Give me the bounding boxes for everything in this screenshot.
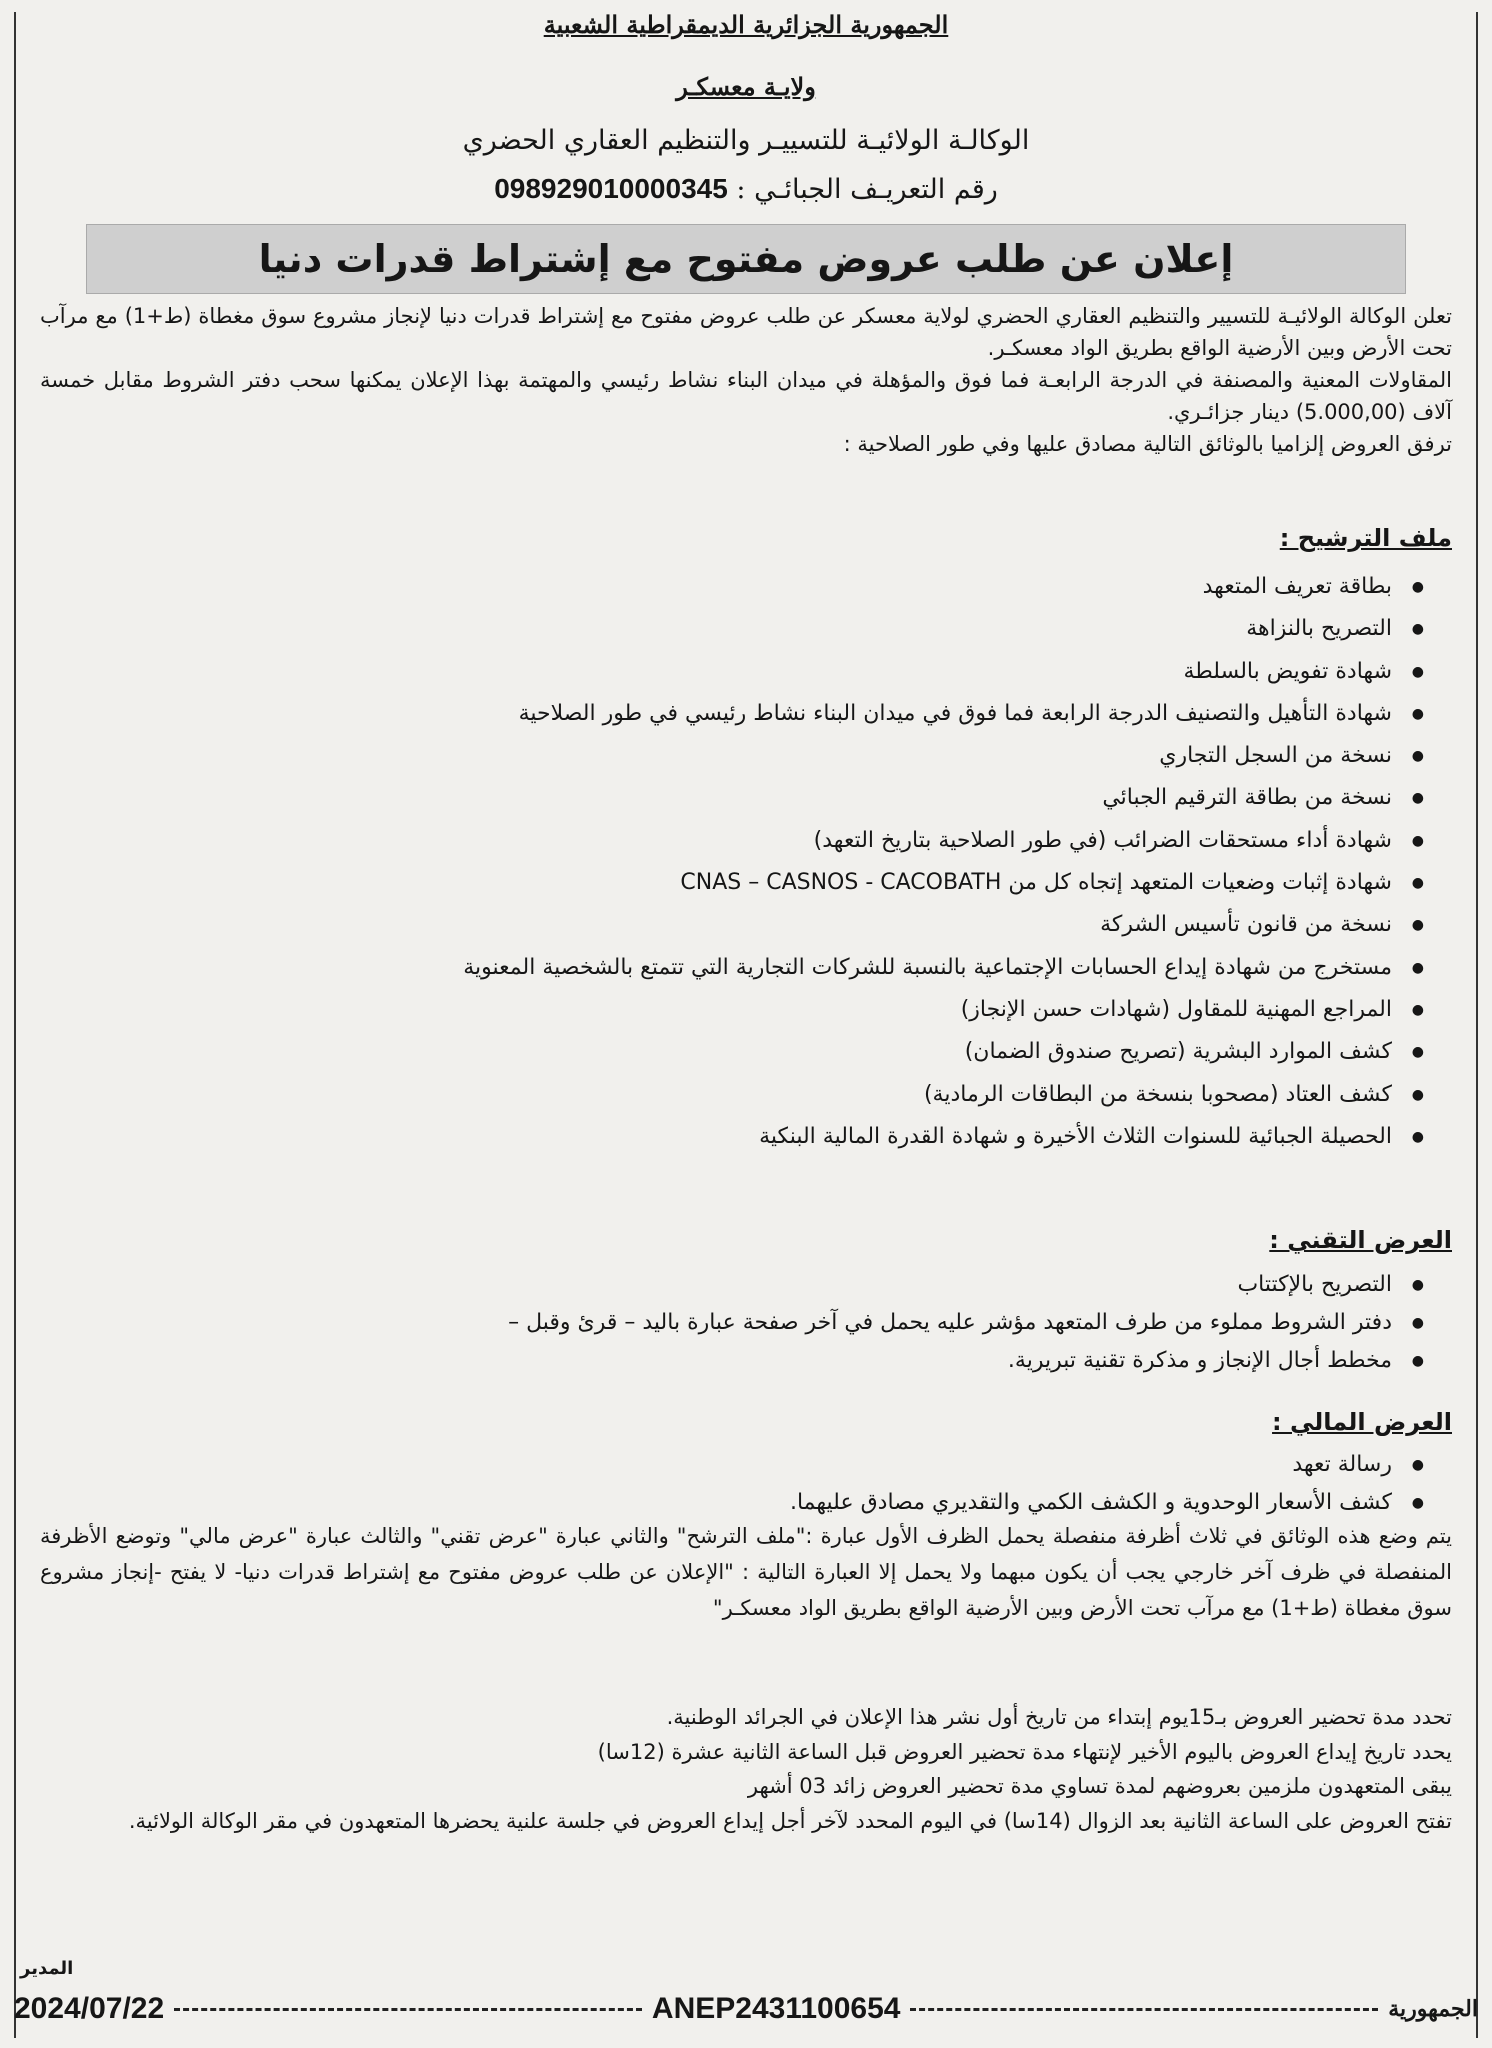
signature: المدير (20, 1958, 74, 1979)
footer-divider (174, 2008, 642, 2011)
list-item: ● التصريح بالنزاهة (40, 608, 1428, 650)
list-item: ● شهادة أداء مستحقات الضرائب (في طور الصلاحية بتاريخ التعهد) (40, 820, 1428, 862)
footer-divider (910, 2008, 1378, 2011)
title-box (86, 224, 1406, 294)
list-item: ● نسخة من بطاقة الترقيم الجبائي (40, 777, 1428, 819)
list-item: ● التصريح بالإكتتاب (40, 1266, 1428, 1304)
list-item: ● مستخرج من شهادة إيداع الحسابات الإجتماعية بالنسبة للشركات التجارية التي تتمتع بالشخصية المعنوية (40, 947, 1428, 989)
list-item: ● شهادة تفويض بالسلطة (40, 651, 1428, 693)
tax-id-label: رقم التعريـف الجبائـي : (736, 174, 998, 205)
list-item: ● كشف الأسعار الوحدوية و الكشف الكمي والتقديري مصادق عليهما. (40, 1484, 1428, 1522)
list-item: ● مخطط أجال الإنجاز و مذكرة تقنية تبريرية. (40, 1342, 1428, 1380)
envelopes-paragraph: يتم وضع هذه الوثائق في ثلاث أظرفة منفصلة يحمل الظرف الأول عبارة :"ملف الترشح" والثاني عبارة "عرض تقني" والثالث عبارة "عرض مالي" وتوضع الأظرفة المنفصلة في ظرف آخر خارجي يجب أن يكون مبهما ولا يحمل إلا العبارة التالية : "الإعلان عن طلب عروض مفتوح مع إشتراط قدرات دنيا- لا يفتح -إنجاز مشروع سوق مغطاة (ط+1) مع مرآب تحت الأرض وبين الأرضية الواقع بطريق الواد معسكـر" (40, 1524, 1452, 1620)
technical-section-title: العرض التقني : (1269, 1226, 1452, 1254)
list-item: ● نسخة من السجل التجاري (40, 735, 1428, 777)
financial-list (40, 1446, 1428, 1522)
agency-line: الوكالـة الولائيـة للتسييـر والتنظيم العقاري الحضري (462, 125, 1030, 156)
list-item: ● الحصيلة الجبائية للسنوات الثلاث الأخيرة و شهادة القدرة المالية البنكية (40, 1116, 1428, 1158)
footer-reference: ANEP2431100654 (651, 1992, 901, 2025)
intro-line: تعلن الوكالة الولائيـة للتسيير والتنظيم العقاري الحضري لولاية معسكر عن طلب عروض مفتوح مع إشتراط قدرات دنيا لإنجاز مشروع سوق مغطاة (ط+1) مع مرآب تحت الأرض وبين الأرضية الواقع بطريق الواد معسكـر. (40, 304, 1452, 360)
list-item: ● المراجع المهنية للمقاول (شهادات حسن الإنجاز) (40, 989, 1428, 1031)
tax-id-line (40, 174, 1452, 205)
intro-line: المقاولات المعنية والمصنفة في الدرجة الرابعـة فما فوق والمؤهلة في ميدان البناء نشاط رئيسي والمهتمة بهذا الإعلان يمكنها سحب دفتر الشروط مقابل خمسة آلاف (5.000,00) دينار جزائـري. (40, 368, 1452, 424)
list-item: ● كشف العتاد (مصحوبا بنسخة من البطاقات الرمادية) (40, 1074, 1428, 1116)
republic-line: الجمهورية الجزائرية الديمقراطية الشعبية (543, 10, 949, 39)
list-item: ● نسخة من قانون تأسيس الشركة (40, 904, 1428, 946)
list-item: ● بطاقة تعريف المتعهد (40, 566, 1428, 608)
tax-id-value: 098929010000345 (494, 173, 728, 204)
intro-line: ترفق العروض إلزاميا بالوثائق التالية مصادق عليها وفي طور الصلاحية : (843, 432, 1452, 456)
candidacy-section-title: ملف الترشيح : (1279, 524, 1452, 552)
list-item: ● شهادة إثبات وضعيات المتعهد إتجاه كل من CNAS – CASNOS - CACOBATH (40, 862, 1428, 904)
list-item: ● رسالة تعهد (40, 1446, 1428, 1484)
list-item: ● شهادة التأهيل والتصنيف الدرجة الرابعة فما فوق في ميدان البناء نشاط رئيسي في طور الصلاحية (40, 693, 1428, 735)
closing-line: يبقى المتعهدون ملزمين بعروضهم لمدة تساوي مدة تحضير العروض زائد 03 أشهر (747, 1774, 1452, 1798)
list-item: ● كشف الموارد البشرية (تصريح صندوق الضمان) (40, 1031, 1428, 1073)
wilaya-line: ولايـة معسكـر (676, 72, 816, 101)
financial-section-title: العرض المالي : (1272, 1408, 1452, 1436)
footer-newspaper: الجمهورية (1388, 1996, 1478, 2021)
closing-paragraph (40, 1700, 1452, 1838)
technical-list (40, 1266, 1428, 1380)
closing-line: تحدد مدة تحضير العروض بـ15يوم إبتداء من تاريخ أول نشر هذا الإعلان في الجرائد الوطنية. (666, 1705, 1452, 1729)
closing-line: تفتح العروض على الساعة الثانية بعد الزوال (14سا) في اليوم المحدد لآخر أجل إيداع العروض في جلسة علنية يحضرها المتعهدون في مقر الوكالة الولائية. (128, 1808, 1452, 1833)
candidacy-list (40, 566, 1428, 1158)
ad-title: إعلان عن طلب عروض مفتوح مع إشتراط قدرات دنيا (258, 237, 1234, 281)
closing-line: يحدد تاريخ إيداع العروض باليوم الأخير لإنتهاء مدة تحضير العروض قبل الساعة الثانية عشرة (12سا) (597, 1739, 1452, 1764)
list-item: ● دفتر الشروط مملوء من طرف المتعهد مؤشر عليه يحمل في آخر صفحة عبارة باليد – قرئ وقبل – (40, 1304, 1428, 1342)
intro-paragraph (40, 300, 1452, 460)
footer-date: 2024/07/22 (14, 1992, 165, 2025)
footer (14, 1984, 1478, 2034)
